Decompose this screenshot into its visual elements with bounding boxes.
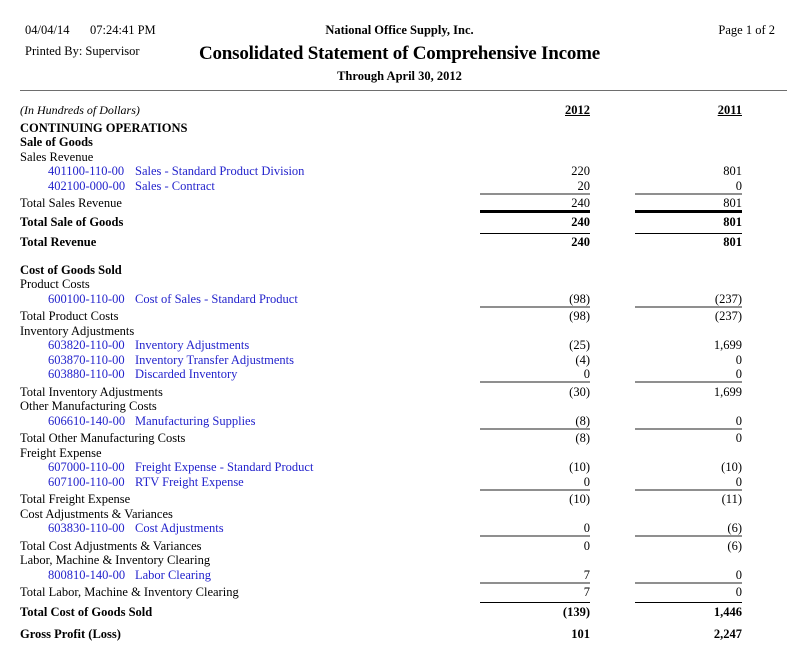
value-2012: 240 — [480, 193, 590, 211]
account-description-link[interactable]: Discarded Inventory — [135, 367, 238, 381]
company-name: National Office Supply, Inc. — [325, 23, 474, 37]
row-label — [20, 367, 480, 382]
print-date: 04/04/14 — [25, 23, 70, 37]
row-label — [20, 352, 480, 367]
column-gap — [590, 323, 635, 338]
value-2011: 0 — [635, 582, 742, 600]
column-gap — [590, 474, 635, 489]
report-row-total — [20, 602, 742, 619]
value-2012: (8) — [575, 413, 590, 428]
column-header-row — [20, 96, 742, 120]
report-row-total — [20, 306, 742, 324]
row-label — [20, 460, 480, 475]
row-label — [20, 338, 480, 353]
value-2011: 801 — [723, 164, 742, 178]
column-gap — [590, 582, 635, 600]
account-description-link[interactable]: Cost of Sales - Standard Product — [135, 291, 298, 306]
report-row-group — [20, 553, 742, 568]
value-2012: 0 — [583, 474, 590, 489]
account-description-link[interactable]: Sales - Standard Product Division — [135, 164, 305, 178]
column-gap — [590, 210, 635, 229]
value-2011: (11) — [635, 489, 742, 507]
value-2011: 0 — [735, 567, 742, 582]
report-row-account — [20, 338, 742, 353]
column-gap — [590, 521, 635, 536]
row-label: Sales Revenue — [20, 149, 94, 164]
value-2011 — [635, 120, 742, 135]
value-2012: 0 — [583, 367, 590, 381]
report-row-total — [20, 193, 742, 211]
value-2011: 2,247 — [713, 627, 742, 641]
value-2012 — [480, 399, 590, 414]
column-gap — [590, 381, 635, 399]
account-number-link[interactable]: 401100-110-00 — [48, 164, 125, 178]
row-label: Total Labor, Machine & Inventory Clearing — [20, 585, 239, 599]
value-2011 — [635, 135, 742, 150]
account-description-link[interactable]: Inventory Transfer Adjustments — [135, 352, 295, 367]
value-2011: (237) — [714, 291, 742, 306]
column-gap — [590, 96, 635, 120]
column-gap — [590, 262, 635, 277]
column-gap — [590, 149, 635, 164]
row-label: Labor, Machine & Inventory Clearing — [20, 553, 211, 567]
value-2011: (237) — [635, 306, 742, 324]
column-gap — [590, 428, 635, 446]
column-gap — [590, 602, 635, 619]
row-label — [20, 567, 480, 582]
column-header-2011: 2011 — [717, 103, 742, 117]
value-2011 — [635, 506, 742, 521]
row-label: Total Sales Revenue — [20, 196, 122, 210]
row-label — [20, 474, 480, 489]
column-gap — [590, 164, 635, 179]
value-2012: 240 — [480, 233, 590, 250]
column-gap — [590, 352, 635, 367]
report-row-account — [20, 164, 742, 179]
column-gap — [590, 135, 635, 150]
column-gap — [590, 399, 635, 414]
print-time: 07:24:41 PM — [90, 23, 156, 37]
report-header — [0, 0, 799, 96]
report-row-total — [20, 582, 742, 600]
value-2012: 0 — [583, 521, 590, 535]
value-2011: 801 — [635, 233, 742, 250]
account-description-link[interactable]: Sales - Contract — [135, 178, 215, 193]
value-2011: 801 — [635, 193, 742, 211]
account-description-link[interactable]: Inventory Adjustments — [135, 338, 250, 352]
column-gap — [590, 567, 635, 582]
column-gap — [590, 445, 635, 460]
row-label: Product Costs — [20, 277, 90, 291]
account-number-link[interactable]: 603870-110-00 — [48, 352, 125, 367]
value-2012: 101 — [571, 627, 590, 641]
column-header-2012: 2012 — [565, 103, 590, 117]
report-title: Consolidated Statement of Comprehensive Income — [198, 43, 601, 64]
report-row-group — [20, 323, 742, 338]
column-gap — [590, 193, 635, 211]
report-row-account — [20, 291, 742, 306]
column-gap — [590, 233, 635, 250]
value-2011 — [635, 553, 742, 568]
value-2012 — [480, 262, 590, 277]
column-gap — [590, 553, 635, 568]
report-row-total — [20, 381, 742, 399]
row-label: Total Sale of Goods — [20, 214, 124, 229]
value-2011: 1,699 — [635, 381, 742, 399]
row-label: Cost Adjustments & Variances — [20, 506, 173, 521]
report-row-account — [20, 178, 742, 193]
value-2012: 7 — [583, 567, 590, 582]
row-label: Total Other Manufacturing Costs — [20, 431, 186, 445]
value-2012: (8) — [480, 428, 590, 446]
value-2012: (10) — [480, 489, 590, 507]
account-number-link[interactable]: 607000-110-00 — [48, 460, 125, 474]
report-row-group — [20, 445, 742, 460]
value-2011: 0 — [735, 413, 742, 428]
column-gap — [590, 178, 635, 193]
value-2012: 0 — [480, 535, 590, 553]
account-number-link[interactable]: 607100-110-00 — [48, 474, 125, 489]
value-2011 — [635, 262, 742, 277]
row-label: Total Inventory Adjustments — [20, 384, 163, 399]
account-number-link[interactable]: 606610-140-00 — [48, 413, 126, 428]
account-description-link[interactable]: Cost Adjustments — [135, 521, 224, 535]
row-label — [20, 413, 480, 428]
report-row-section — [20, 120, 742, 135]
value-2012 — [480, 506, 590, 521]
value-2012 — [480, 149, 590, 164]
value-2011: 0 — [735, 178, 742, 193]
row-label: Total Revenue — [20, 235, 97, 249]
report-row-total — [20, 627, 742, 642]
row-label: Inventory Adjustments — [20, 323, 135, 338]
report-row-group — [20, 506, 742, 521]
account-description-link[interactable]: Manufacturing Supplies — [135, 413, 256, 428]
value-2011: 0 — [735, 474, 742, 489]
report-row-section — [20, 135, 742, 150]
printed-by-label: Printed By: — [25, 44, 83, 58]
value-2011: 1,699 — [713, 338, 742, 352]
account-number-link[interactable]: 603880-110-00 — [48, 367, 125, 381]
row-label: Gross Profit (Loss) — [20, 627, 121, 641]
column-gap — [590, 627, 635, 642]
report-row-account — [20, 460, 742, 475]
value-2011 — [635, 277, 742, 292]
report-row-account — [20, 474, 742, 489]
row-label — [20, 291, 480, 306]
account-description-link[interactable]: Labor Clearing — [135, 567, 212, 582]
value-2012: 220 — [571, 164, 590, 178]
report-row-section — [20, 262, 742, 277]
value-2012: (98) — [569, 291, 590, 306]
report-row-total — [20, 428, 742, 446]
value-2012: (139) — [480, 602, 590, 619]
report-row-total — [20, 489, 742, 507]
row-label: Total Cost of Goods Sold — [20, 604, 153, 619]
value-2012: (10) — [569, 460, 590, 474]
report-body — [20, 96, 742, 641]
row-label — [20, 164, 480, 179]
report-row-account — [20, 352, 742, 367]
report-row-total — [20, 535, 742, 553]
report-row-account — [20, 413, 742, 428]
column-gap — [590, 489, 635, 507]
row-label: Freight Expense — [20, 445, 102, 460]
column-gap — [590, 413, 635, 428]
value-2012: 240 — [480, 210, 590, 229]
report-row-total — [20, 210, 742, 229]
value-2012 — [480, 553, 590, 568]
column-gap — [590, 367, 635, 382]
value-2012 — [480, 120, 590, 135]
row-label — [20, 178, 480, 193]
value-2011: 1,446 — [635, 602, 742, 619]
value-2011: 801 — [635, 210, 742, 229]
account-number-link[interactable]: 600100-110-00 — [48, 291, 125, 306]
account-description-link[interactable]: RTV Freight Expense — [135, 474, 244, 489]
column-gap — [590, 535, 635, 553]
account-description-link[interactable]: Freight Expense - Standard Product — [135, 460, 314, 474]
value-2012: 7 — [480, 582, 590, 600]
value-2012: (30) — [480, 381, 590, 399]
value-2012: (25) — [569, 338, 590, 352]
header-divider — [20, 90, 787, 91]
column-gap — [590, 120, 635, 135]
report-row-account — [20, 567, 742, 582]
value-2011: 0 — [735, 367, 742, 381]
value-2012: 20 — [577, 178, 590, 193]
report-row-account — [20, 367, 742, 382]
value-2012 — [480, 135, 590, 150]
row-label: Sale of Goods — [20, 135, 93, 149]
value-2012 — [480, 445, 590, 460]
row-label: Total Cost Adjustments & Variances — [20, 538, 202, 553]
column-gap — [590, 306, 635, 324]
row-label: Total Product Costs — [20, 309, 119, 323]
value-2011 — [635, 399, 742, 414]
row-label: Other Manufacturing Costs — [20, 399, 157, 413]
column-gap — [590, 460, 635, 475]
value-2012 — [480, 277, 590, 292]
row-label: Total Freight Expense — [20, 492, 131, 506]
report-row-account — [20, 521, 742, 536]
row-label — [20, 521, 480, 536]
account-number-link[interactable]: 402100-000-00 — [48, 178, 126, 193]
report-row-group — [20, 277, 742, 292]
account-number-link[interactable]: 800810-140-00 — [48, 567, 126, 582]
value-2011: 0 — [735, 352, 742, 367]
value-2011 — [635, 149, 742, 164]
value-2011: (10) — [721, 460, 742, 474]
report-rows — [20, 120, 742, 641]
value-2012: (4) — [575, 352, 590, 367]
account-number-link[interactable]: 603820-110-00 — [48, 338, 125, 352]
value-2012 — [480, 323, 590, 338]
units-note: (In Hundreds of Dollars) — [20, 103, 140, 117]
row-label: Cost of Goods Sold — [20, 262, 122, 277]
report-row-total — [20, 233, 742, 250]
report-row-group — [20, 399, 742, 414]
column-gap — [590, 291, 635, 306]
value-2011: (6) — [727, 521, 742, 535]
value-2011 — [635, 445, 742, 460]
value-2012: (98) — [480, 306, 590, 324]
report-row-group — [20, 149, 742, 164]
column-gap — [590, 277, 635, 292]
report-subtitle: Through April 30, 2012 — [337, 69, 462, 83]
column-gap — [590, 506, 635, 521]
row-label: CONTINUING OPERATIONS — [20, 120, 188, 135]
value-2011 — [635, 323, 742, 338]
printed-by-user: Supervisor — [85, 44, 140, 58]
page-number: Page 1 of 2 — [718, 23, 775, 37]
account-number-link[interactable]: 603830-110-00 — [48, 521, 125, 535]
value-2011: 0 — [635, 428, 742, 446]
value-2011: (6) — [635, 535, 742, 553]
column-gap — [590, 338, 635, 353]
